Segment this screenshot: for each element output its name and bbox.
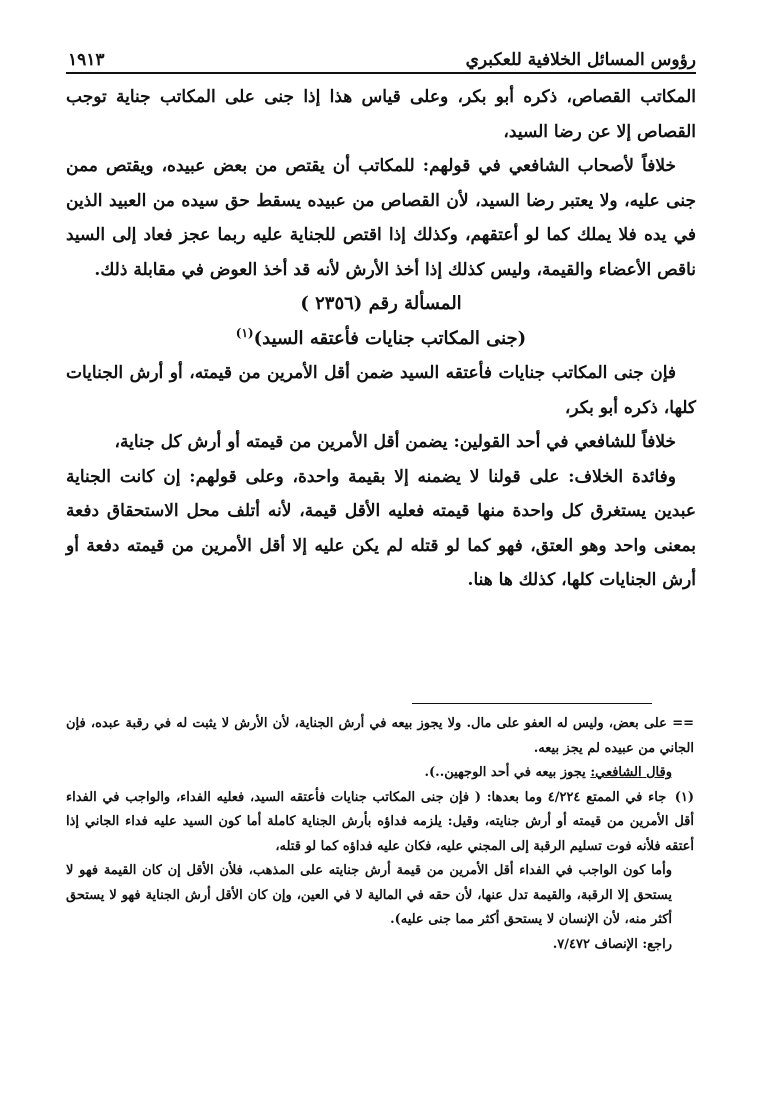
footnote-1-marker: (١) — [674, 789, 694, 805]
footnote-continuation — [66, 712, 694, 761]
issue-number: المسألة رقم (٢٣٥٦ ) — [300, 293, 462, 314]
paragraph-2: خلافاً لأصحاب الشافعي في قولهم: للمكاتب أن يقتص من بعض عبيده، ويقتص ممن جنى عليه، ولا يعتبر رضا السيد، لأن القصاص من عبيده يسقط حق سيده من العبيد الذين في يده فلا يملك كما لو أعتقهم، وكذلك إذا اقتص للجناية عليه ربما عجز فعاد إلى السيد ناقص الأعضاء والقيمة، وليس كذلك إذا أخذ الأرش لأنه قد أخذ العوض في مقابلة ذلك. — [66, 156, 696, 280]
footnote-1-text: جاء في الممتع ٤/٢٢٤ وما بعدها: ( فإن جنى المكاتب جنايات فأعتقه السيد، فعليه الفداء، والواجب في الفداء أقل الأمرين من قيمته أو أرش جنايته، وقيل: يلزمه فداؤه بأرش الجناية كاملة أما كون السيد عليه فداء الجاني إذا أعتقه فلأنه فوت تسليم الرقبة إلى المجني عليه، فكان عليه فداؤه كما لو قتله، — [66, 789, 694, 854]
paragraph-5-text: على قولنا لا يضمنه إلا بقيمة واحدة، وعلى قولهم: إن كانت الجناية عبدين يستغرق كل واحدة منها قيمته فعليه الأقل قيمة، لأنه أتلف محل الاستحقاق دفعة بمعنى واحد وهو العتق، فهو كما لو قتله لم يكن عليه إلا أقل الأمرين من قيمته دفعة أو أرش الجنايات كلها، كذلك ها هنا. — [66, 466, 696, 590]
footnote-1-continued: وأما كون الواجب في الفداء أقل الأمرين من قيمة أرش جنايته على المذهب، فلأن الأقل إن كان القيمة فهو لا يستحق إلا الرقبة، والقيمة تدل عنها، لأن حقه في المالية لا في العين، وإن كان الأقل أرش الجناية فهو لا يستحق أكثر منه، لأن الإنسان لا يستحق أكثر مما جنى عليه). — [66, 863, 672, 927]
paragraph-3: فإن جنى المكاتب جنايات فأعتقه السيد ضمن أقل الأمرين من قيمته، أو أرش الجنايات كلها، ذكره أبو بكر، — [66, 363, 696, 418]
paragraph-5-lead: وفائدة الخلاف: — [568, 466, 676, 487]
book-title: رؤوس المسائل الخلافية للعكبري — [465, 50, 696, 70]
paragraph-1: المكاتب القصاص، ذكره أبو بكر، وعلى قياس هذا إذا جنى على المكاتب جناية توجب القصاص إلا عن رضا السيد، — [66, 87, 696, 142]
paragraph-4: خلافاً للشافعي في أحد القولين: يضمن أقل الأمرين من قيمته أو أرش كل جناية، — [114, 432, 676, 452]
footnotes — [66, 712, 694, 957]
running-header — [68, 40, 696, 70]
continuation-marker: == — [672, 716, 694, 731]
page-number: ١٩١٣ — [68, 50, 105, 70]
header-rule — [66, 72, 696, 74]
shafii-label: وقال الشافعي: — [590, 765, 672, 780]
issue-title-text: (جنى المكاتب جنايات فأعتقه السيد) — [253, 327, 527, 349]
main-text — [66, 80, 696, 598]
issue-title — [66, 322, 696, 357]
footnote-1 — [66, 786, 694, 860]
footnote-separator — [412, 703, 652, 704]
shafii-text: يجوز بيعه في أحد الوجهين..). — [424, 765, 591, 780]
paragraph-5 — [66, 460, 696, 598]
continuation-text: على بعض، وليس له العفو على مال. ولا يجوز بيعه في أرش الجناية، لأن الأرش لا يثبت له في رقبة عبده، فإن الجاني من عبيده لم يجز بيعه. — [66, 716, 694, 756]
footnote-shafii — [66, 761, 694, 786]
footnote-1-reference: راجع: الإنصاف ٧/٤٧٢. — [552, 936, 672, 952]
footnote-reference-1: (١) — [235, 325, 254, 340]
